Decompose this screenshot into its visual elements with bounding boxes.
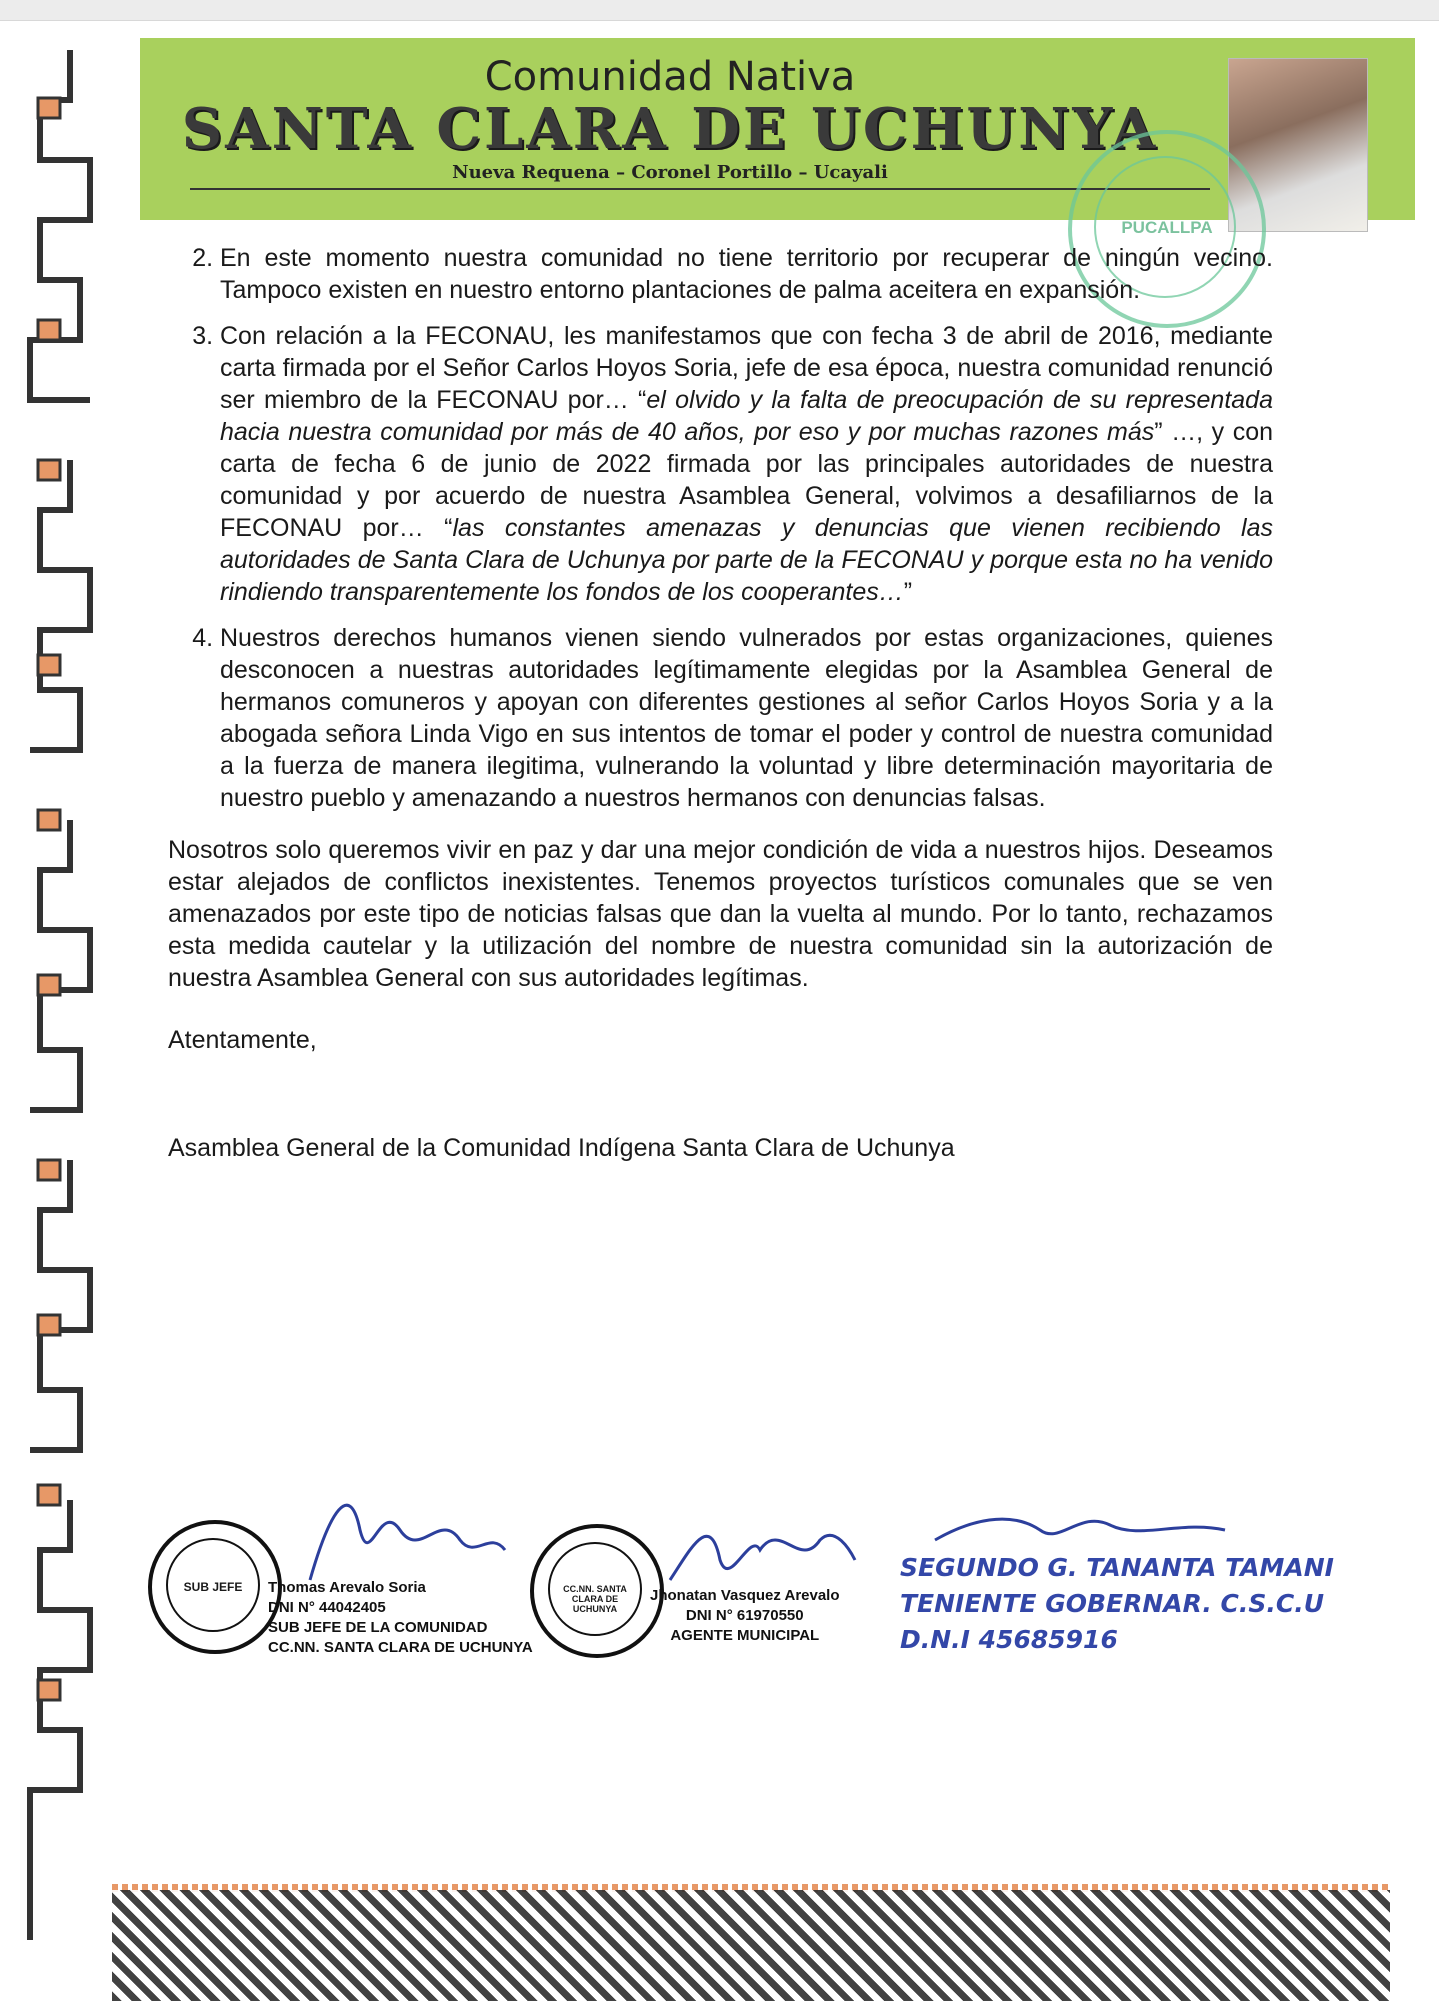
stamp-text: PUCALLPA [1121,218,1213,237]
signature-area [140,1400,1390,1670]
left-border-pattern-icon [0,40,125,1970]
seal-inner-ring [166,1538,260,1632]
list-item [220,622,1273,814]
signer-2-block [650,1586,840,1646]
footer-pattern-icon [112,1890,1390,2001]
signer-3-role: TENIENTE GOBERNAR. C.S.C.U [900,1589,1325,1618]
sub-jefe-seal-icon [148,1520,282,1654]
header-location: Nueva Requena – Coronel Portillo – Ucayali [452,162,888,183]
seal-text: SUB JEFE [183,1580,243,1594]
numbered-list [168,242,1273,814]
viewer-top-bar [0,0,1439,21]
item-3-quote-b: las constantes amenazas y denuncias que vienen recibiendo las autoridades de Santa Clara de Uchunya por parte de la FECONAU y porque esta no ha venido rindiendo transparentemente los fondos de los cooperantes… [220,514,1273,606]
seal-inner-ring [548,1542,642,1636]
item-3-text-c: ” [903,578,913,606]
signer-1-org: CC.NN. SANTA CLARA DE UCHUNYA [268,1639,533,1656]
item-2-text: En este momento nuestra comunidad no tiene territorio por recuperar de ningún vecino. Tampoco existen en nuestro entorno plantaciones de palma aceitera en expansión. [220,244,1273,304]
closing-paragraph: Nosotros solo queremos vivir en paz y dar una mejor condición de vida a nuestros hijos. Deseamos estar alejados de conflictos inexistentes. Tenemos proyectos turísticos comunales que se ven amenazados por este tipo de noticias falsas que dan la vuelta al mundo. Por lo tanto, rechazamos esta medida cautelar y la utilización del nombre de nuestra comunidad sin la autorización de nuestra Asamblea General con sus autoridades legítimas. [168,836,1273,992]
signer-3-name: SEGUNDO G. TANANTA TAMANI [900,1553,1334,1582]
header-community-type: Comunidad Nativa [484,54,856,100]
signer-2-dni: DNI N° 61970550 [685,1607,804,1624]
assembly-signoff: Asamblea General de la Comunidad Indígena Santa Clara de Uchunya [168,1134,955,1162]
item-4-text: Nuestros derechos humanos vienen siendo vulnerados por estas organizaciones, quienes desconocen a nuestras autoridades legítimamente elegidas por la Asamblea General de hermanos comuneros y apoyan con diferentes gestiones al señor Carlos Hoyos Soria y a la abogada señora Linda Vigo en sus intentos de tomar el poder y control de nuestra comunidad a la fuerza de manera ilegitima, vulnerando la voluntad y libre determinación mayoritaria de nuestro pueblo y amenazando a nuestros hermanos con denuncias falsas. [220,624,1273,812]
signer-3-dni: D.N.I 45685916 [900,1625,1118,1654]
list-item [220,320,1273,608]
greeting: Atentamente, [168,1026,317,1054]
item-3-text-a: Con relación a la FECONAU, les manifestamos que con fecha 3 de abril de 2016, mediante carta firmada por el Señor Carlos Hoyos Soria, jefe de esa época, nuestra comunidad renunció ser miembro de la FECONAU por… “ [220,322,1273,414]
item-3-text-b: ” …, y con carta de fecha 6 de junio de 2022 firmada por las principales autoridades de nuestra comunidad y por acuerdo de nuestra Asamblea General, volvimos a desafiliarnos de la FECONAU por… “ [220,418,1273,542]
letter-body [168,242,1273,1164]
signer-2-role: AGENTE MUNICIPAL [670,1627,820,1644]
seal-text: CC.NN. SANTA CLARA DE UCHUNYA [563,1584,627,1614]
signer-1-role: SUB JEFE DE LA COMUNIDAD [268,1619,488,1636]
signer-1-name: Thomas Arevalo Soria [268,1579,426,1596]
agente-seal-icon [530,1524,664,1658]
header-community-name: SANTA CLARA DE UCHUNYA [181,96,1159,162]
handwritten-signature-icon [660,1490,860,1600]
signer-1-dni: DNI N° 44042405 [268,1599,386,1616]
signer-3-block [900,1550,1334,1658]
signer-1-block [268,1578,533,1658]
header-divider [190,188,1210,190]
list-item [220,242,1273,306]
signer-2-name: Jhonatan Vasquez Arevalo [650,1587,840,1604]
item-3-quote-a: el olvido y la falta de preocupación de su representada hacia nuestra comunidad por más de 40 años, por eso y por muchas razones más [220,386,1273,446]
